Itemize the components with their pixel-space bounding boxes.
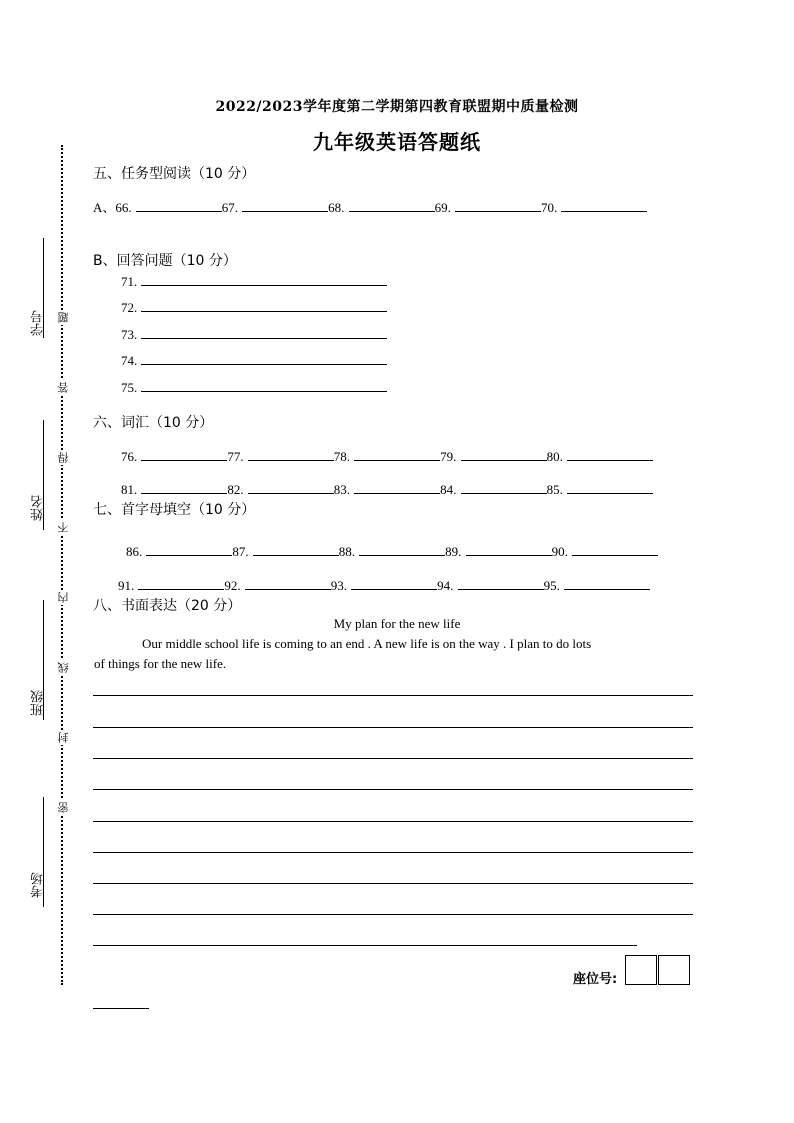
- item-label: 75.: [121, 380, 138, 395]
- answer-blank-93[interactable]: [351, 577, 437, 590]
- answer-blank-78[interactable]: [354, 448, 440, 461]
- section-7-row-2: [118, 577, 650, 594]
- answer-row-73: [121, 326, 387, 343]
- page-title: 九年级英语答题纸: [313, 130, 481, 154]
- exam-subtitle: 2022/2023学年度第二学期第四教育联盟期中质量检测: [215, 99, 579, 115]
- seat-number-box-1[interactable]: [625, 955, 657, 985]
- item-label: 91.: [118, 578, 135, 593]
- seat-number-box-2[interactable]: [658, 955, 690, 985]
- section-7-title: 七、首字母填空（10 分）: [93, 502, 256, 518]
- answer-blank-77[interactable]: [248, 448, 334, 461]
- student-id-label: 学号: [31, 310, 46, 336]
- essay-intro-line-1: Our middle school life is coming to an end . A new life is on the way . I plan to do lots: [142, 636, 592, 651]
- seal-char-5: 内: [57, 592, 70, 603]
- item-label: 77.: [227, 449, 244, 464]
- item-label: 68.: [328, 200, 345, 215]
- seal-char-3: 得: [57, 452, 70, 463]
- essay-writing-line[interactable]: [93, 883, 693, 884]
- answer-blank-68[interactable]: [349, 199, 435, 212]
- answer-blank-86[interactable]: [146, 543, 232, 556]
- answer-blank-82[interactable]: [248, 481, 334, 494]
- seal-char-6: 线: [57, 662, 70, 673]
- answer-blank-95[interactable]: [564, 577, 650, 590]
- answer-blank-88[interactable]: [359, 543, 445, 556]
- answer-blank-81[interactable]: [141, 481, 227, 494]
- item-label: 66.: [115, 200, 132, 215]
- item-label: 82.: [227, 482, 244, 497]
- item-label: 90.: [551, 544, 568, 559]
- essay-writing-line[interactable]: [93, 914, 693, 915]
- answer-blank-92[interactable]: [245, 577, 331, 590]
- essay-writing-line[interactable]: [93, 758, 693, 759]
- item-label: 93.: [330, 578, 348, 593]
- answer-row-72: [121, 299, 387, 316]
- item-label: 78.: [333, 449, 351, 464]
- answer-blank-87[interactable]: [253, 543, 339, 556]
- answer-blank-90[interactable]: [572, 543, 658, 556]
- answer-blank-74[interactable]: [141, 352, 387, 365]
- item-label: 81.: [121, 482, 138, 497]
- item-label: 94.: [437, 578, 454, 593]
- item-label: 80.: [546, 449, 563, 464]
- section-5b-title: B、回答问题（10 分）: [93, 253, 237, 269]
- answer-blank-73[interactable]: [141, 326, 387, 339]
- exam-room-label: 考场: [31, 872, 46, 898]
- essay-writing-line[interactable]: [93, 821, 693, 822]
- answer-blank-72[interactable]: [141, 299, 387, 312]
- essay-writing-line[interactable]: [93, 695, 693, 696]
- answer-blank-76[interactable]: [141, 448, 227, 461]
- item-label: 89.: [445, 544, 462, 559]
- seal-char-8: 密: [57, 802, 70, 813]
- item-label: 86.: [126, 544, 143, 559]
- answer-blank-89[interactable]: [466, 543, 552, 556]
- footer-rule: [93, 1008, 149, 1009]
- answer-blank-84[interactable]: [461, 481, 547, 494]
- item-label: 72.: [121, 300, 138, 315]
- item-label: 79.: [440, 449, 457, 464]
- essay-title: My plan for the new life: [333, 616, 461, 631]
- seal-char-7: 封: [57, 732, 70, 743]
- essay-writing-line[interactable]: [93, 945, 637, 946]
- item-label: 92.: [224, 578, 241, 593]
- essay-writing-line[interactable]: [93, 789, 693, 790]
- answer-blank-75[interactable]: [141, 379, 387, 392]
- answer-blank-66[interactable]: [136, 199, 222, 212]
- section-6-row-2: [121, 481, 653, 498]
- item-label: 70.: [540, 200, 558, 215]
- section-5a-label: A、: [93, 200, 116, 215]
- answer-blank-94[interactable]: [458, 577, 544, 590]
- item-label: 87.: [232, 544, 249, 559]
- section-7-row-1: [126, 543, 658, 560]
- seal-char-2: 答: [57, 382, 70, 393]
- binding-dotted-line: [61, 145, 63, 985]
- name-label: 姓名: [31, 495, 46, 521]
- seal-char-4: 不: [57, 522, 70, 533]
- item-label: 76.: [121, 449, 138, 464]
- answer-row-71: [121, 273, 387, 290]
- item-label: 88.: [338, 544, 356, 559]
- item-label: 95.: [543, 578, 560, 593]
- essay-writing-line[interactable]: [93, 852, 693, 853]
- answer-blank-83[interactable]: [354, 481, 440, 494]
- item-label: 74.: [121, 353, 138, 368]
- section-6-title: 六、词汇（10 分）: [93, 415, 214, 431]
- item-label: 85.: [546, 482, 563, 497]
- section-5a-row: [93, 197, 647, 216]
- section-6-row-1: [121, 448, 653, 465]
- item-label: 73.: [121, 327, 138, 342]
- answer-blank-85[interactable]: [567, 481, 653, 494]
- answer-blank-70[interactable]: [561, 199, 647, 212]
- answer-blank-69[interactable]: [455, 199, 541, 212]
- answer-blank-79[interactable]: [461, 448, 547, 461]
- item-label: 69.: [434, 200, 451, 215]
- answer-blank-71[interactable]: [141, 273, 387, 286]
- seat-number-label: 座位号:: [573, 972, 618, 987]
- answer-blank-67[interactable]: [242, 199, 328, 212]
- seal-char-1: 题: [57, 312, 70, 323]
- answer-blank-91[interactable]: [138, 577, 224, 590]
- answer-row-74: [121, 352, 387, 369]
- section-8-title: 八、书面表达（20 分）: [93, 598, 242, 614]
- essay-intro-line-2: of things for the new life.: [94, 656, 227, 671]
- item-label: 67.: [221, 200, 239, 215]
- answer-blank-80[interactable]: [567, 448, 653, 461]
- item-label: 83.: [333, 482, 351, 497]
- item-label: 71.: [121, 274, 138, 289]
- class-label: 班级: [31, 690, 46, 716]
- answer-row-75: [121, 379, 387, 396]
- section-5-title: 五、任务型阅读（10 分）: [93, 166, 256, 182]
- item-label: 84.: [440, 482, 457, 497]
- essay-writing-line[interactable]: [93, 727, 693, 728]
